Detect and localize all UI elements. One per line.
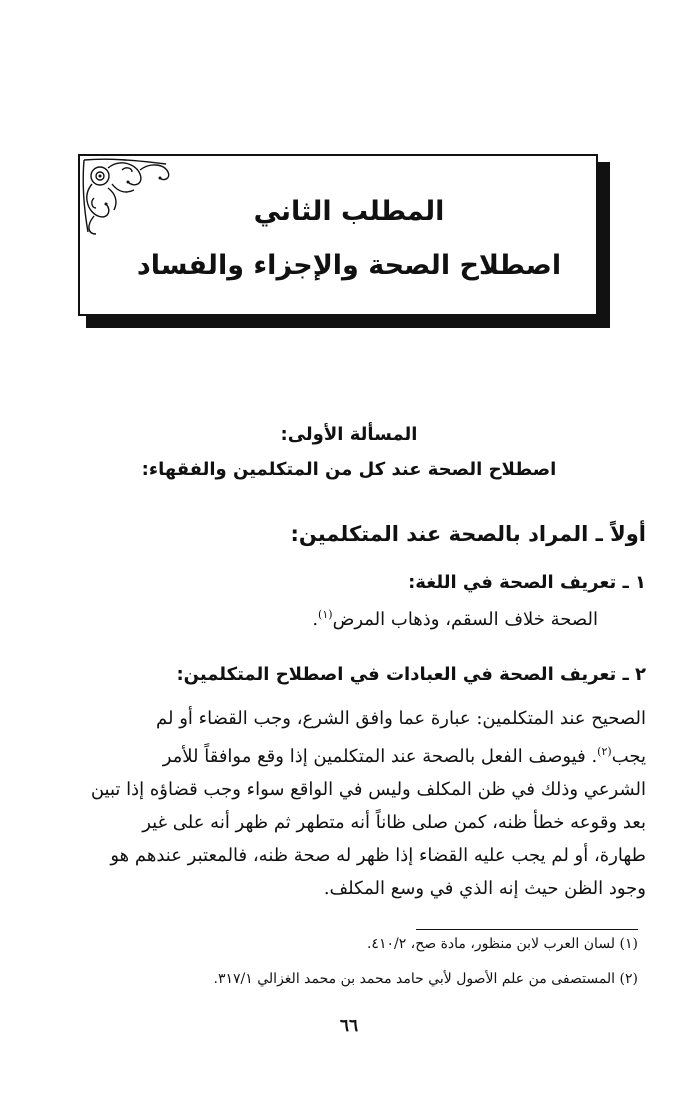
paragraph-line: وجود الظن حيث إنه الذي في وسع المكلف. [323, 878, 646, 899]
footnote-mark: (١) [619, 936, 638, 952]
paragraph-line [40, 735, 646, 773]
footnote-ref-2[interactable]: (٢) [597, 745, 612, 758]
chapter-title: المطلب الثاني [253, 196, 445, 227]
footnote-2 [40, 971, 638, 987]
chapter-subtitle: اصطلاح الصحة والإجزاء والفساد [136, 250, 562, 281]
definition-text-end: . [312, 609, 319, 630]
issue-subtitle: اصطلاح الصحة عند كل من المتكلمين والفقهاء: [141, 459, 557, 480]
paragraph-line-sep: . [585, 746, 598, 767]
definition-text: الصحة خلاف السقم، وذهاب المرض [332, 609, 598, 630]
section-heading: أولاً ـ المراد بالصحة عند المتكلمين: [290, 522, 646, 546]
footnote-text: لسان العرب لابن منظور، مادة صح، ٤١٠/٢. [366, 936, 616, 952]
footnote-divider [416, 929, 638, 930]
issue-title: المسألة الأولى: [280, 424, 418, 445]
footnote-text: المستصفى من علم الأصول لأبي حامد محمد بن محمد الغزالي ٣١٧/١. [213, 971, 616, 987]
paragraph-line: بعد وقوعه خطأ ظنه، كمن صلى ظاناً أنه متطهر ثم ظهر أنه على غير [142, 812, 646, 833]
subsection-heading-2: ٢ ـ تعريف الصحة في العبادات في اصطلاح المتكلمين: [176, 664, 646, 685]
footnote-1 [40, 936, 638, 952]
paragraph-line: الصحيح عند المتكلمين: عبارة عما وافق الشرع، وجب القضاء أو لم [156, 708, 646, 729]
footnote-mark: (٢) [619, 971, 638, 987]
paragraph-line-rest: فيوصف الفعل بالصحة عند المتكلمين إذا وقع موافقاً للأمر [162, 746, 586, 767]
subsection-heading-1: ١ ـ تعريف الصحة في اللغة: [408, 572, 646, 593]
paragraph-line: طهارة، أو لم يجب عليه القضاء إذا ظهر له صحة ظنه، فالمعتبر عندهم هو [110, 845, 646, 866]
page-number: ٦٦ [339, 1016, 359, 1036]
definition-paragraph [40, 702, 646, 905]
footnote-ref-1[interactable]: (١) [318, 608, 333, 621]
paragraph-line-prefix: يجب [611, 746, 646, 767]
paragraph-line: الشرعي وذلك في ظن المكلف وليس في الواقع سواء وجب قضاؤه إذا تبين [90, 779, 646, 800]
subsection-1-text [40, 608, 598, 630]
